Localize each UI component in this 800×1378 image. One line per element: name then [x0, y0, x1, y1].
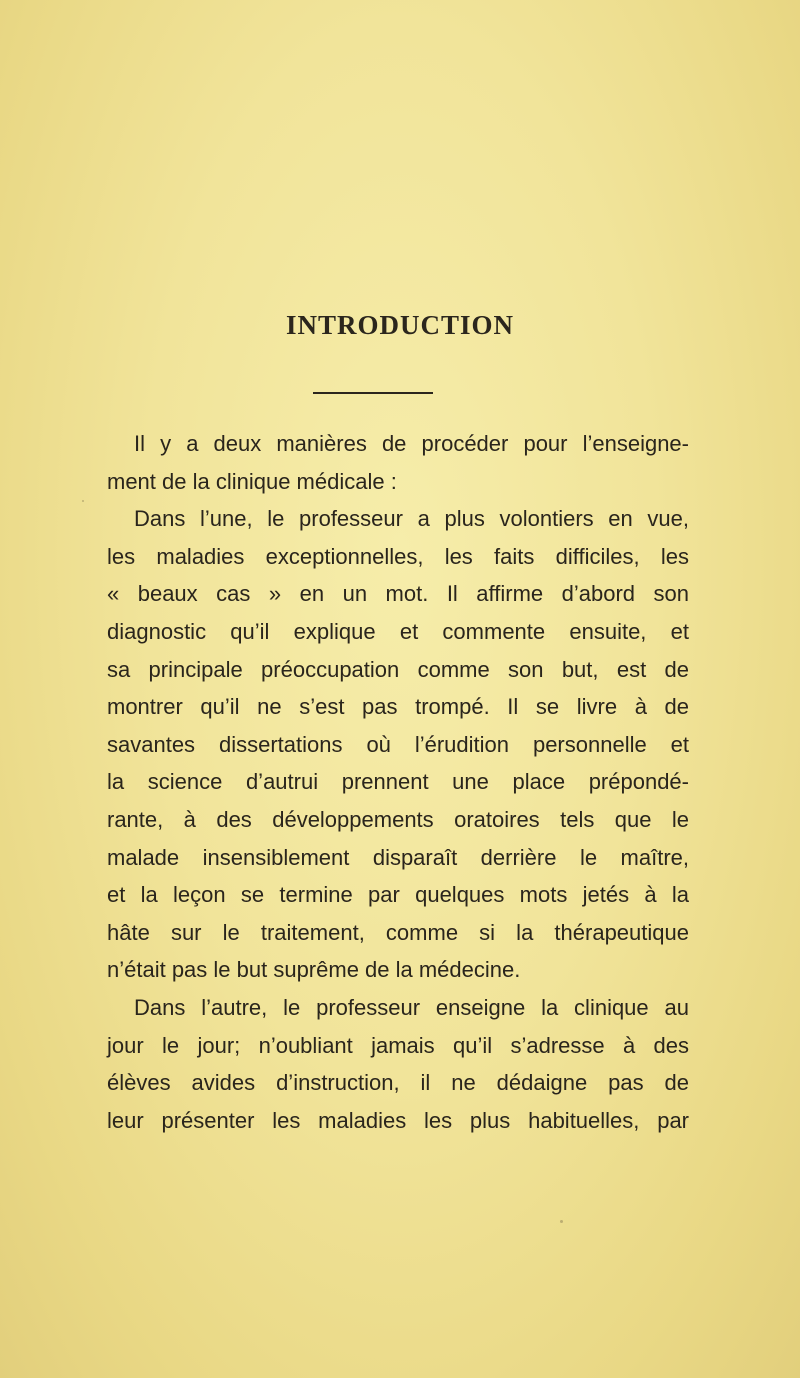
paper-speck	[560, 1220, 563, 1223]
paragraph-3-line-4: leur présenter les maladies les plus habituelles, par	[107, 1107, 689, 1133]
paragraph-2-line-5: sa principale préoccupation comme son but, est de	[107, 656, 689, 682]
chapter-title: INTRODUCTION	[285, 310, 515, 340]
paragraph-2-line-1: Dans l’une, le professeur a plus volontiers en vue,	[134, 506, 689, 532]
paragraph-3-line-3: élèves avides d’instruction, il ne dédaigne pas de	[107, 1070, 689, 1096]
paragraph-2-line-6: montrer qu’il ne s’est pas trompé. Il se livre à de	[107, 694, 689, 720]
paragraph-2-line-7: savantes dissertations où l’érudition personnelle et	[107, 731, 689, 757]
paragraph-2-line-12: hâte sur le traitement, comme si la thérapeutique	[107, 919, 689, 945]
paragraph-2-line-10: malade insensiblement disparaît derrière le maître,	[107, 844, 689, 870]
paragraph-2-line-3: « beaux cas » en un mot. Il affirme d’abord son	[107, 581, 689, 607]
paragraph-2-line-4: diagnostic qu’il explique et commente ensuite, et	[107, 618, 689, 644]
title-rule	[313, 392, 433, 394]
paper-speck	[82, 500, 84, 502]
paragraph-1-line-2: ment de la clinique médicale :	[107, 468, 397, 494]
paragraph-2-line-13: n’était pas le but suprême de la médecine.	[107, 957, 521, 983]
paragraph-2-line-2: les maladies exceptionnelles, les faits difficiles, les	[107, 543, 689, 569]
paragraph-2-line-9: rante, à des développements oratoires tels que le	[107, 806, 689, 832]
paragraph-2-line-8: la science d’autrui prennent une place prépondé-	[107, 769, 689, 795]
paragraph-3-line-2: jour le jour; n’oubliant jamais qu’il s’adresse à des	[107, 1032, 689, 1058]
paragraph-3-line-1: Dans l’autre, le professeur enseigne la clinique au	[134, 994, 689, 1020]
paragraph-2-line-11: et la leçon se termine par quelques mots jetés à la	[107, 882, 689, 908]
body-text	[107, 425, 689, 1139]
paragraph-1-line-1: Il y a deux manières de procéder pour l’enseigne-	[134, 431, 689, 456]
